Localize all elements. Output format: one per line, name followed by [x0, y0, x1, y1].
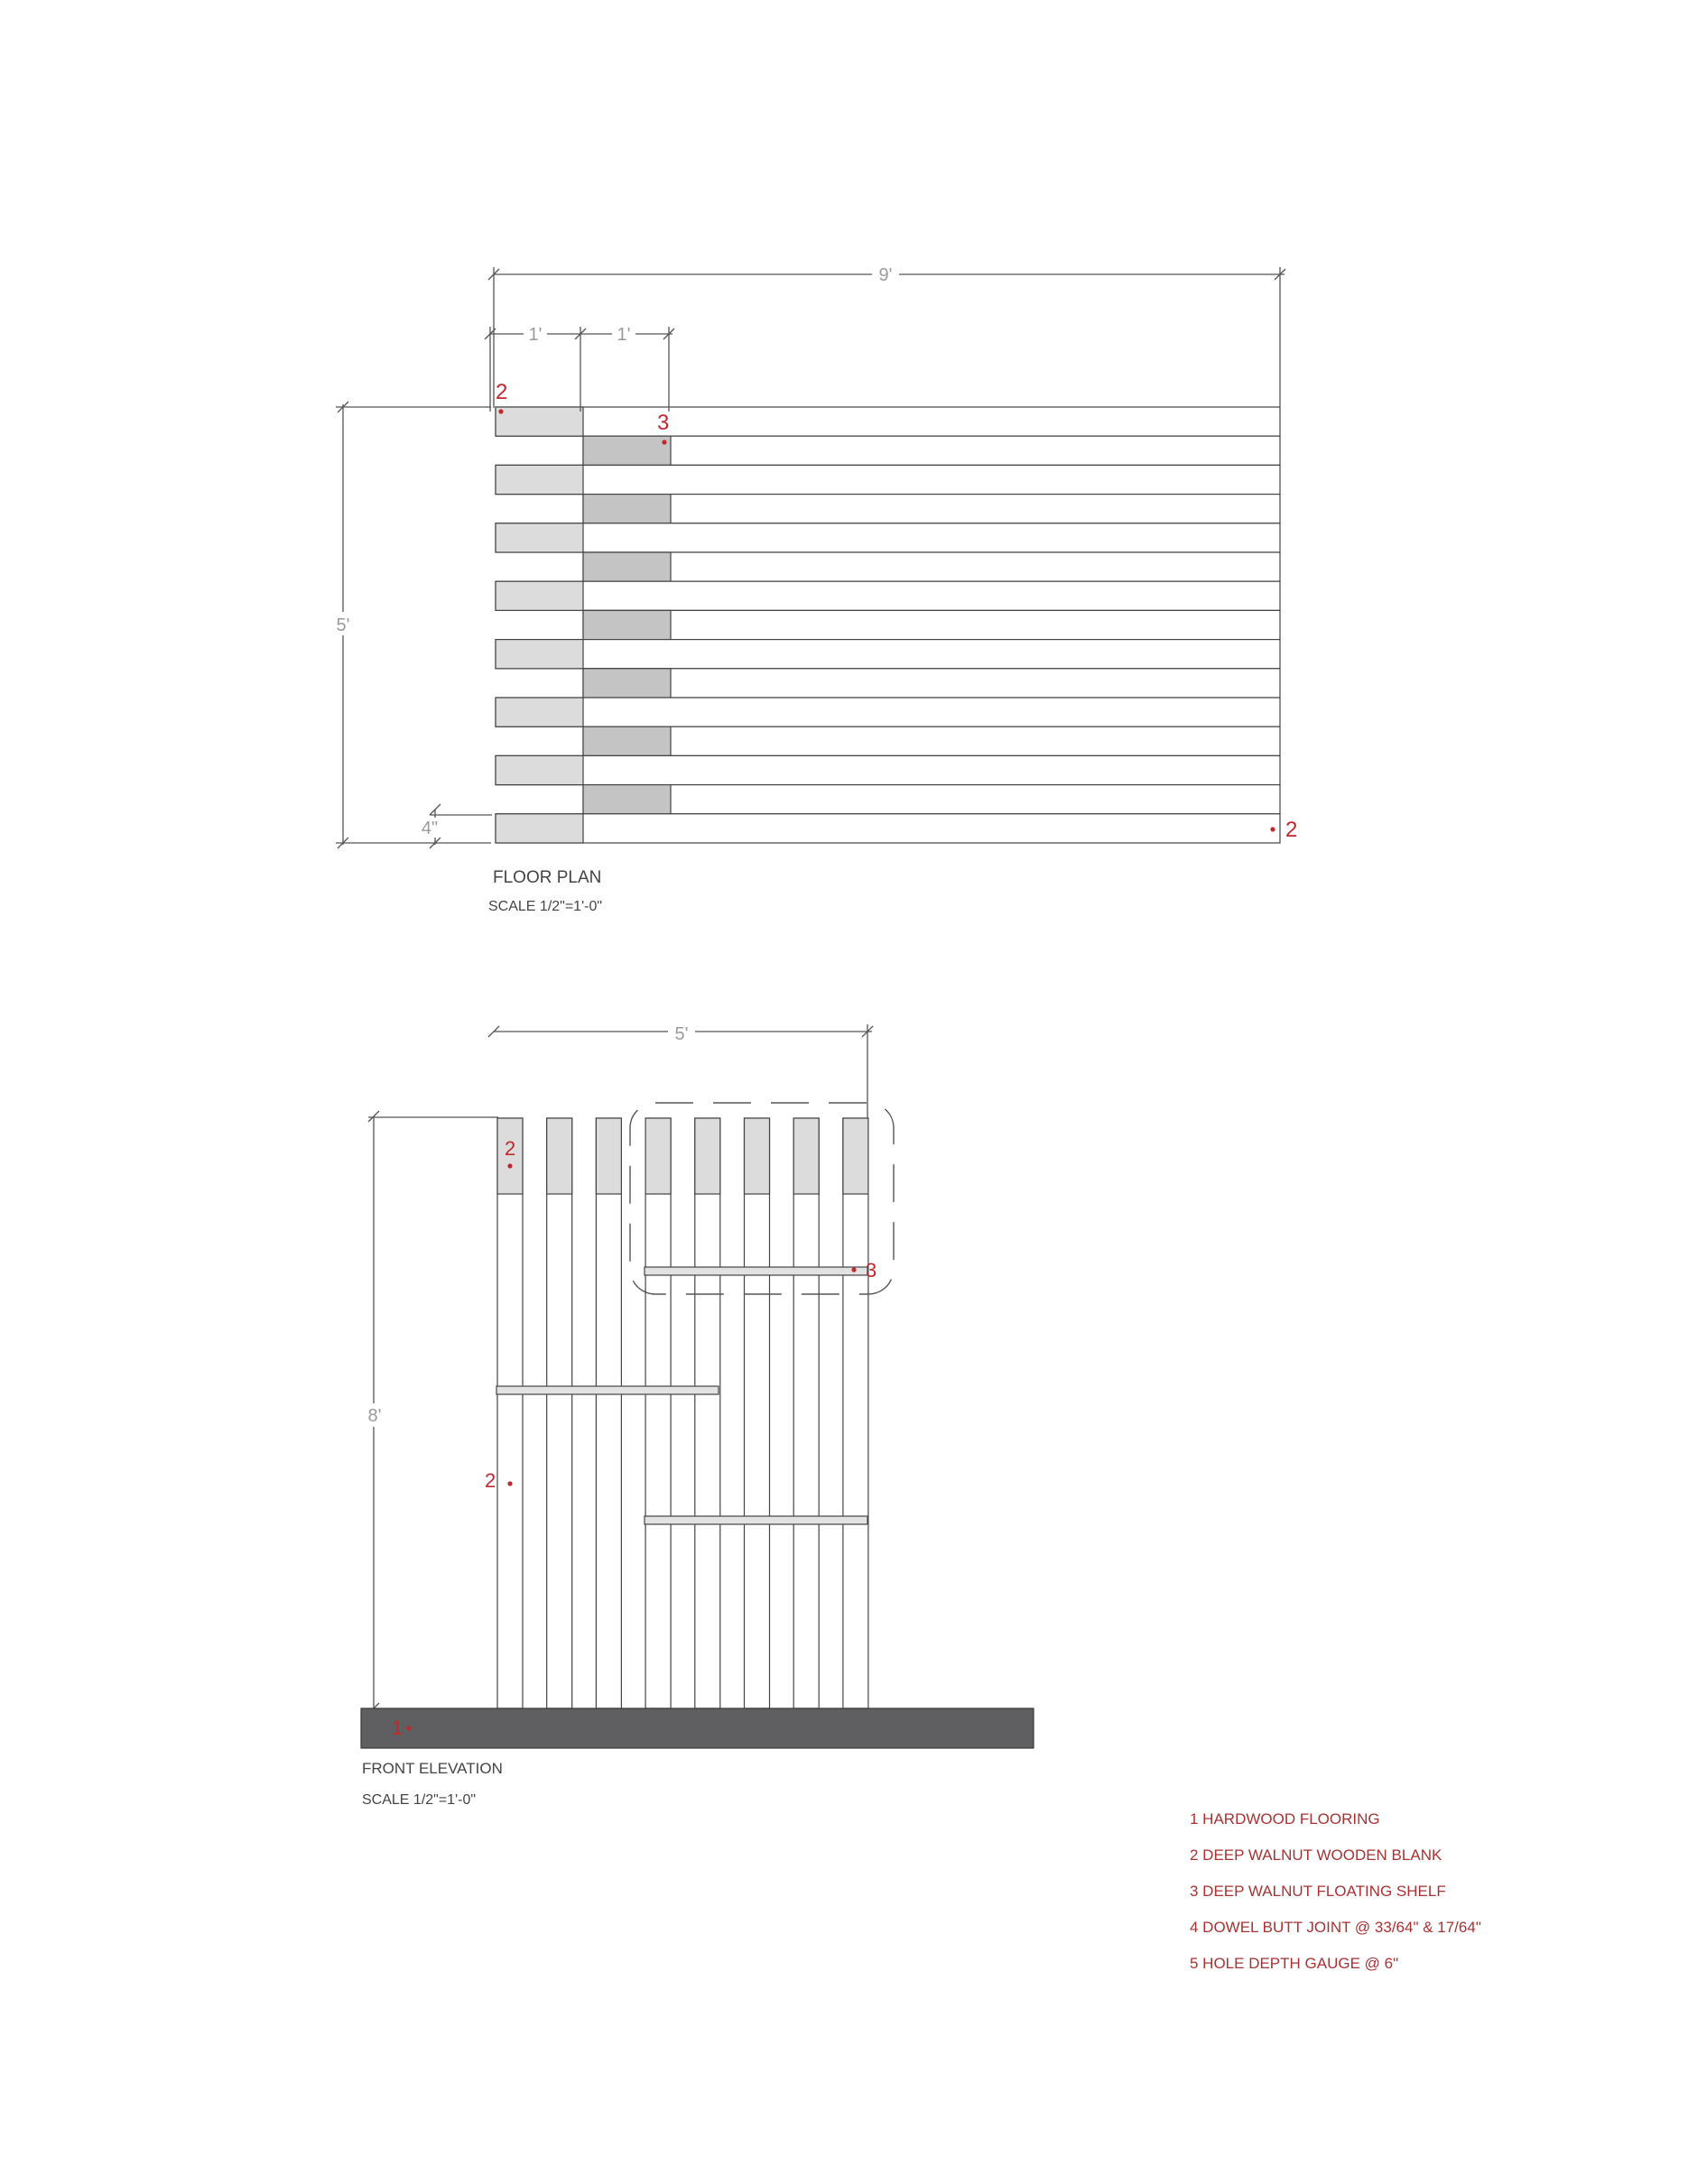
floor-plan-board-end [496, 465, 583, 494]
callout-fe-post-top: 2 [505, 1137, 516, 1160]
elevation-post [497, 1118, 523, 1708]
front-elevation-title: FRONT ELEVATION [362, 1760, 503, 1777]
legend-item: 5 HOLE DEPTH GAUGE @ 6" [1190, 1955, 1399, 1972]
floor-plan-board-end [583, 726, 671, 755]
floor-plan-board-end [496, 523, 583, 552]
legend-item: 2 DEEP WALNUT WOODEN BLANK [1190, 1846, 1442, 1864]
callout-fp-top-left: 2 [496, 380, 508, 404]
floor-plan-board [496, 407, 1280, 436]
floor-plan-board-end [583, 785, 671, 814]
material-legend [1190, 1801, 1659, 1982]
floor-plan-board-end [496, 581, 583, 610]
floor-plan-board-end [496, 755, 583, 784]
dim-segment-1-label: 1' [528, 325, 543, 345]
elevation-post-cap [645, 1118, 671, 1194]
elevation-post-cap [695, 1118, 720, 1194]
floor-plan-title: FLOOR PLAN [493, 868, 602, 887]
elevation-post [745, 1118, 770, 1708]
floor-plan-board-end [496, 814, 583, 843]
floor-plan-board [496, 581, 1280, 610]
floating-shelf [496, 1386, 719, 1394]
dim-fe-height-label: 8' [367, 1406, 382, 1426]
floating-shelf [645, 1267, 867, 1275]
floor-plan-board [496, 814, 1280, 843]
floor-plan-board [496, 698, 1280, 726]
elevation-post [793, 1118, 819, 1708]
elevation-post [596, 1118, 621, 1708]
floor-plan-board-end [496, 698, 583, 726]
dim-segment-2-label: 1' [617, 325, 631, 345]
elevation-post-cap [745, 1118, 770, 1194]
dim-total-width [488, 267, 1285, 408]
floor-plan-board-end [583, 669, 671, 698]
elevation-post-cap [547, 1118, 572, 1194]
floor-plan-board [583, 669, 1280, 698]
callout-dot [662, 440, 666, 444]
floor-plan-boards [496, 407, 1280, 843]
callout-fp-bottom-right: 2 [1285, 818, 1298, 842]
callout-dot [851, 1267, 856, 1272]
floor-plan-board [583, 436, 1280, 465]
callout-dot [507, 1481, 512, 1485]
floor-plan-board [496, 465, 1280, 494]
elevation-posts [497, 1118, 868, 1708]
floor-plan-board [583, 726, 1280, 755]
elevation-post-cap [596, 1118, 621, 1194]
dim-board-depth-label: 4" [421, 819, 439, 838]
elevation-post [695, 1118, 720, 1708]
floor-plan-board [583, 552, 1280, 581]
elevation-post [843, 1118, 868, 1708]
legend-item: 1 HARDWOOD FLOORING [1190, 1810, 1380, 1828]
floor-plan-board-end [496, 407, 583, 436]
dim-segments [485, 327, 674, 412]
callout-fe-shelf: 3 [866, 1259, 877, 1282]
dim-height [336, 402, 491, 848]
dim-fe-height [368, 1111, 498, 1714]
elevation-post-cap [843, 1118, 868, 1194]
floor-plan-board [583, 785, 1280, 814]
floating-shelf [645, 1516, 867, 1524]
floor-plan [329, 264, 1297, 848]
floor-plan-board [583, 495, 1280, 523]
elevation-post [547, 1118, 572, 1708]
floor-plan-scale: SCALE 1/2"=1'-0" [488, 899, 603, 914]
callout-dot [498, 409, 503, 413]
callout-fp-top-second: 3 [657, 411, 670, 435]
floor-plan-board-end [583, 552, 671, 581]
floor-plan-board [583, 610, 1280, 639]
callout-fe-post-mid: 2 [485, 1469, 496, 1492]
floor-plan-board-end [583, 610, 671, 639]
floor-plan-board [496, 755, 1280, 784]
floor-plan-board-end [583, 495, 671, 523]
legend-item: 3 DEEP WALNUT FLOATING SHELF [1190, 1883, 1446, 1900]
floor-plan-board-end [583, 436, 671, 465]
front-elevation-scale: SCALE 1/2"=1'-0" [362, 1792, 477, 1808]
elevation-post-cap [793, 1118, 819, 1194]
legend-item: 4 DOWEL BUTT JOINT @ 33/64" & 17/64" [1190, 1919, 1481, 1936]
callout-dot [1270, 827, 1275, 831]
dim-height-label: 5' [336, 615, 350, 635]
floor-plan-board [496, 523, 1280, 552]
dim-fe-width-label: 5' [674, 1024, 689, 1044]
front-elevation [361, 1023, 1034, 1748]
elevation-post [645, 1118, 671, 1708]
callout-dot [507, 1163, 512, 1168]
dim-total-width-label: 9' [878, 265, 893, 285]
floor-plan-board [496, 640, 1280, 669]
floor-plan-board-end [496, 640, 583, 669]
callout-dot [406, 1726, 411, 1730]
callout-fe-floor: 1 [392, 1717, 403, 1739]
hardwood-floor [361, 1708, 1034, 1748]
